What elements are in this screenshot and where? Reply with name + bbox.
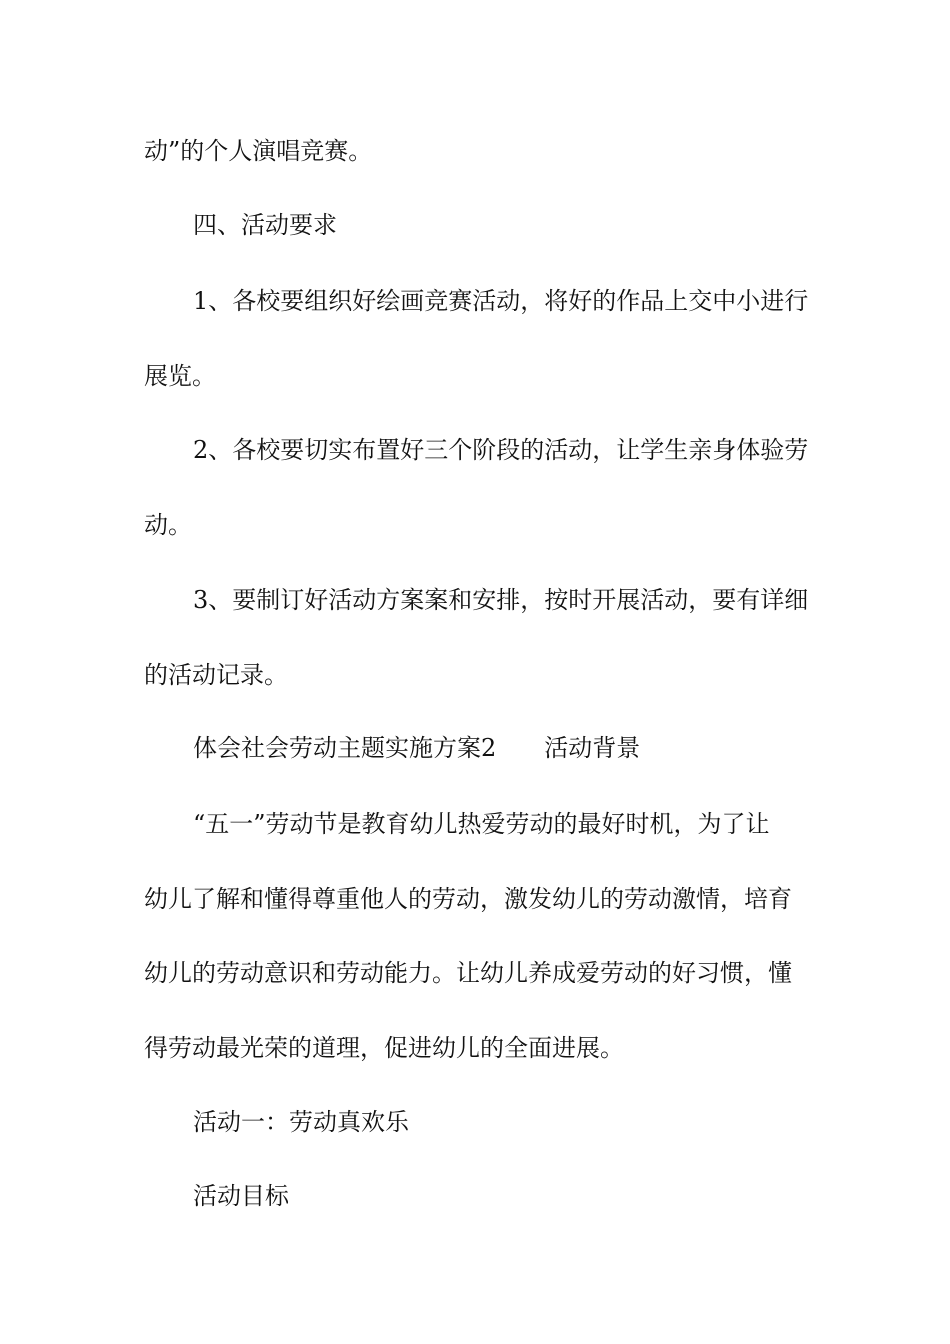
document-section-title [0,728,950,768]
section-heading: 四、活动要求 [193,211,337,239]
paragraph-line: 1、各校要组织好绘画竞赛活动，将好的作品上交中小进行 [193,287,809,315]
paragraph-line: 幼儿的劳动意识和劳动能力。让幼儿养成爱劳动的好习惯，懂 [144,959,792,987]
section-title: 体会社会劳动主题实施方案2 [193,734,497,762]
activity-heading: 活动一：劳动真欢乐 [193,1108,409,1136]
paragraph-line: 展览。 [144,362,216,390]
paragraph-line: 2、各校要切实布置好三个阶段的活动，让学生亲身体验劳 [193,436,809,464]
paragraph-line: 动。 [144,511,192,539]
paragraph-line: 动”的个人演唱竞赛。 [144,137,373,165]
paragraph-line: 的活动记录。 [144,661,288,689]
paragraph-line: 3、要制订好活动方案案和安排，按时开展活动，要有详细 [193,586,809,614]
paragraph-line: 得劳动最光荣的道理，促进幼儿的全面进展。 [144,1034,624,1062]
activity-subheading: 活动目标 [193,1182,289,1210]
paragraph-line: 幼儿了解和懂得尊重他人的劳动，激发幼儿的劳动激情，培育 [144,885,792,913]
paragraph-line: “五一”劳动节是教育幼儿热爱劳动的最好时机，为了让 [193,810,770,838]
section-subtitle: 活动背景 [544,734,641,762]
